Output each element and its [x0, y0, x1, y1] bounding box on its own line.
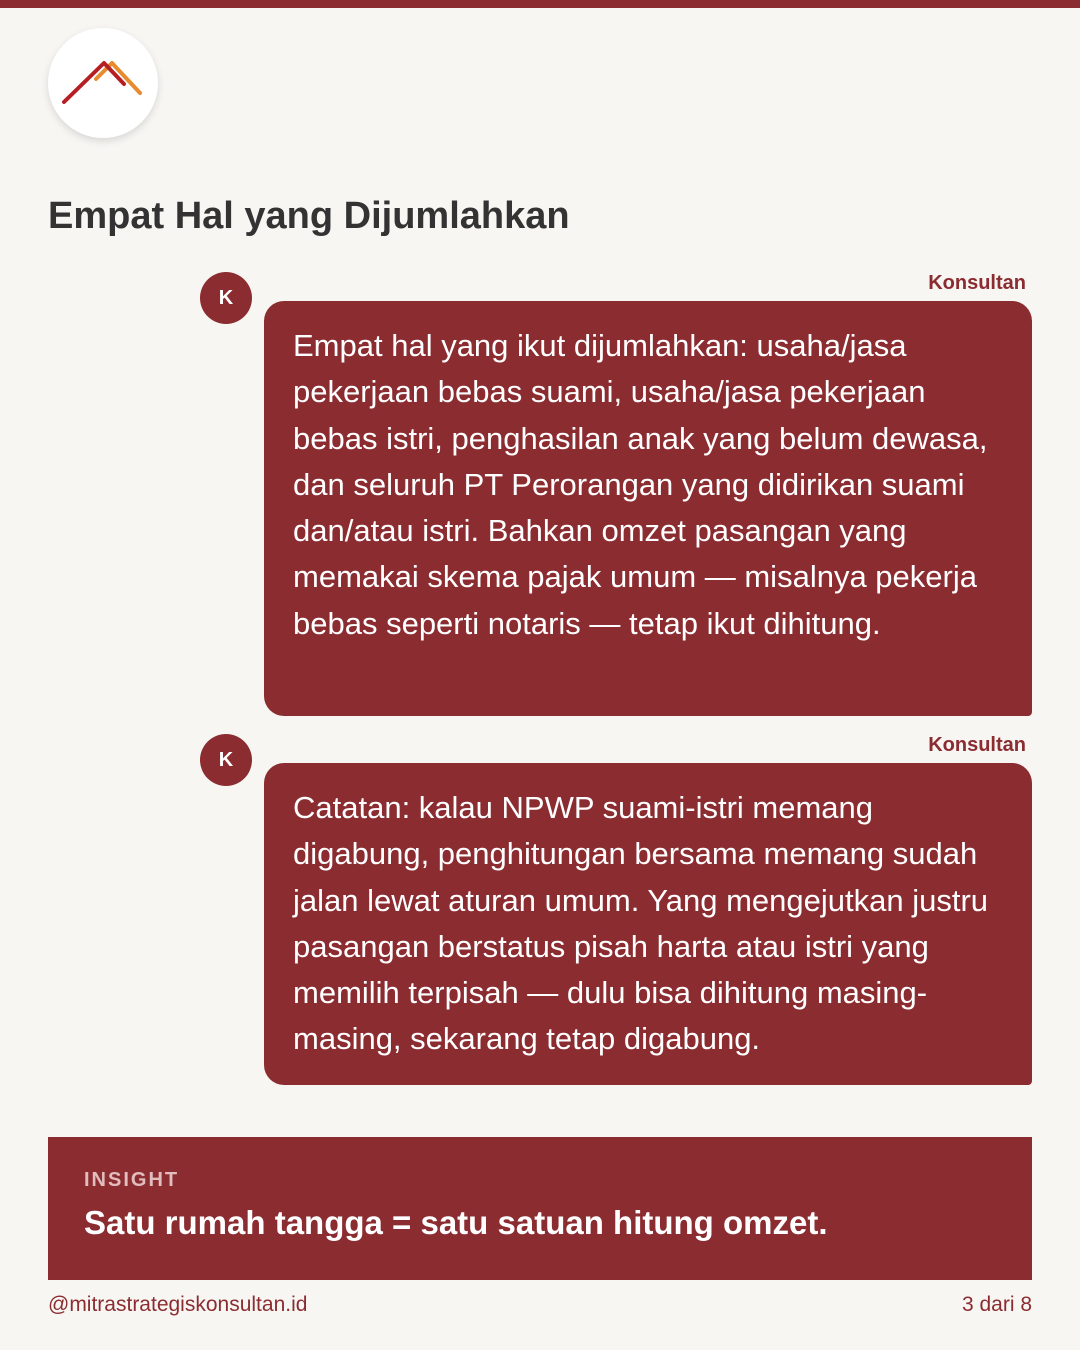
insight-text: Satu rumah tangga = satu satuan hitung omzet.	[84, 1204, 828, 1241]
message-bubble: Empat hal yang ikut dijumlahkan: usaha/jasa pekerjaan bebas suami, usaha/jasa pekerjaan bebas istri, penghasilan anak yang belum dewasa, dan seluruh PT Perorangan yang didirikan suami dan/atau istri. Bahkan omzet pasangan yang memakai skema pajak umum — misalnya pekerja bebas seperti notaris — tetap ikut dihitung.	[264, 301, 1032, 716]
top-accent-bar	[0, 0, 1080, 8]
insight-box	[48, 1137, 1032, 1280]
insight-label: INSIGHT	[84, 1169, 180, 1191]
avatar: K	[200, 272, 252, 324]
social-handle: @mitrastrategiskonsultan.id	[48, 1293, 308, 1316]
sender-name: Konsultan	[928, 734, 1026, 756]
avatar: K	[200, 734, 252, 786]
mountain-peaks-icon	[48, 28, 158, 138]
page-counter: 3 dari 8	[961, 1293, 1032, 1316]
message-bubble: Catatan: kalau NPWP suami-istri memang digabung, penghitungan bersama memang sudah jalan lewat aturan umum. Yang mengejutkan justru pasangan berstatus pisah harta atau istri yang memilih terpisah — dulu bisa dihitung masing-masing, sekarang tetap digabung.	[264, 763, 1032, 1085]
page-title: Empat Hal yang Dijumlahkan	[48, 195, 570, 237]
brand-logo	[48, 28, 158, 138]
sender-name: Konsultan	[928, 272, 1026, 294]
